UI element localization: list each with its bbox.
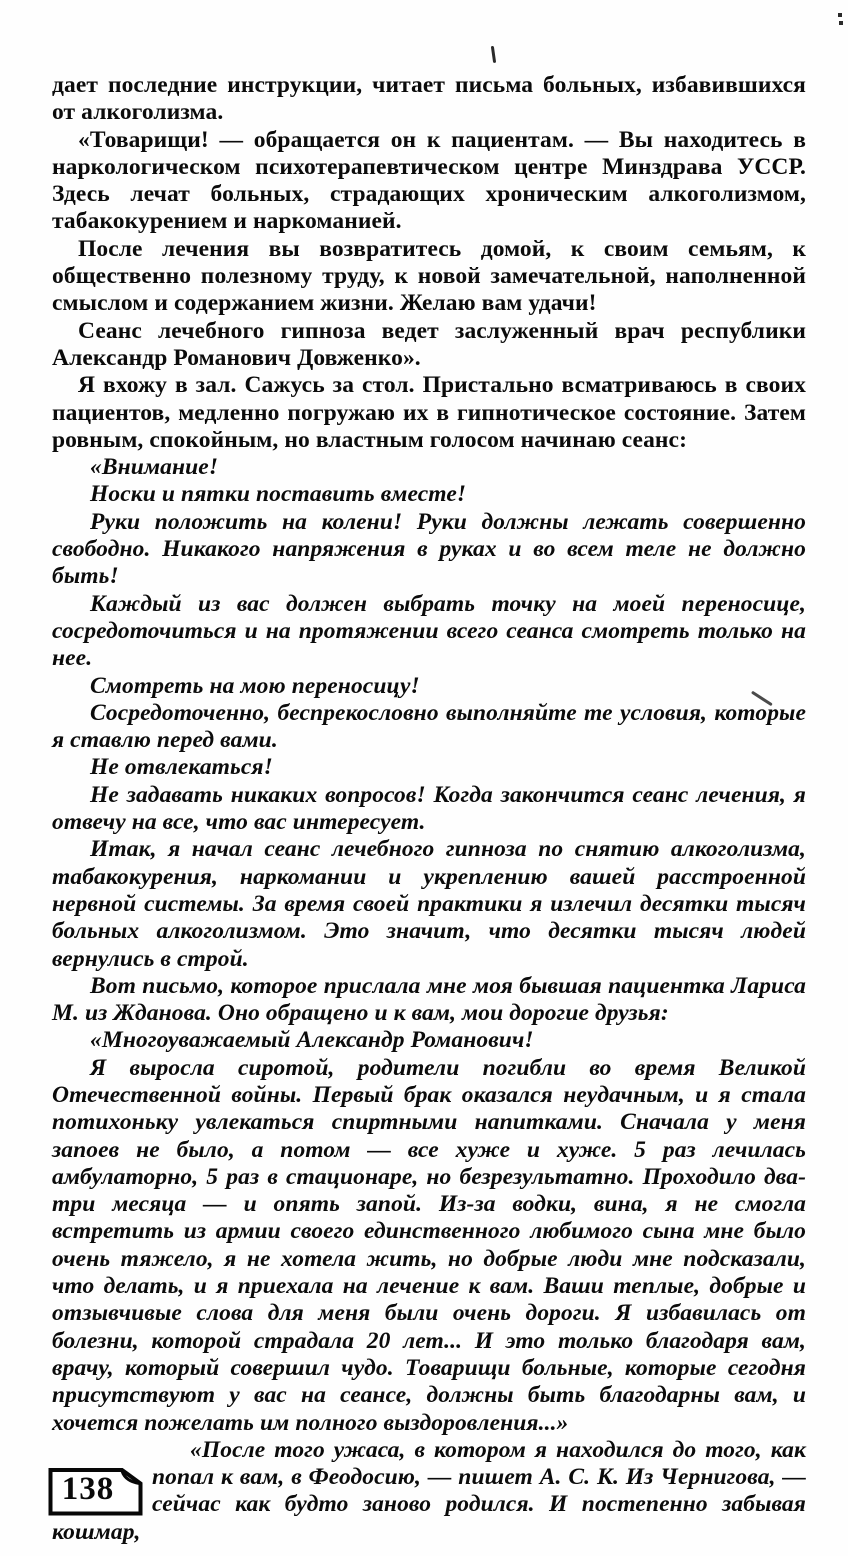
page-number-badge (48, 1467, 152, 1517)
scan-artifact-dot (838, 13, 842, 17)
paragraph: «После того ужаса, в котором я находился до того, как попал к вам, в Феодосию, — пишет А. С. К. Из Чернигова, — сейчас как будто заново родился. И постепенно забывая кошмар, (52, 1436, 806, 1545)
paragraph: Не отвлекаться! (90, 754, 273, 781)
text-block (52, 72, 806, 1546)
paragraph: Я выросла сиротой, родители погибли во время Великой Отечественной войны. Первый брак оказался неудачным, и я стала потихоньку увлекаться спиртными напитками. Сначала у меня запоев не было, а потом — все хуже и хуже. 5 раз лечилась амбулаторно, 5 раз в стационаре, но безрезультатно. Проходило два-три месяца — и опять запой. Из-за водки, вина, я не смогла встретить из армии своего единственного любимого сына мне было очень тяжело, я не хотела жить, но добрые люди мне подсказали, что делать, и я приехала на лечение к вам. Ваши теплые, добрые и отзывчивые слова для меня были очень дороги. Я избавилась от болезни, которой страдала 20 лет... И это только благодаря вам, врачу, который совершил чудо. Товарищи больные, которые сегодня присутствуют у вас на сеансе, должны быть благодарны вам, и хочется пожелать им полного выздоровления...» (52, 1054, 806, 1436)
paragraph: Сеанс лечебного гипноза ведет заслуженный врач республики Александр Романович Довженко». (52, 317, 806, 371)
paragraph: Смотреть на мою переносицу! (90, 672, 420, 699)
paragraph: «Многоуважаемый Александр Романович! (90, 1027, 534, 1054)
paragraph: Сосредоточенно, беспрекословно выполняйте те условия, которые я ставлю перед вами. (52, 699, 806, 754)
paragraph: Руки положить на колени! Руки должны лежать совершенно свободно. Никакого напряжения в руках и во всем теле не должно быть! (52, 508, 806, 590)
paragraph: «Внимание! (90, 454, 219, 481)
paragraph: «Товарищи! — обращается он к пациентам. — Вы находитесь в наркологическом психотерапевтическом центре Минздрава УССР. Здесь лечат больных, страдающих хроническим алкоголизмом, табакокурением и наркоманией. (52, 126, 806, 235)
scan-artifact-slash (491, 46, 496, 63)
paragraph: Не задавать никаких вопросов! Когда закончится сеанс лечения, я отвечу на все, что вас интересует. (52, 781, 806, 836)
paragraph: Вот письмо, которое прислала мне моя бывшая пациентка Лариса М. из Жданова. Оно обращено и к вам, мои дорогие друзья: (52, 972, 806, 1027)
paragraph: После лечения вы возвратитесь домой, к своим семьям, к общественно полезному труду, к новой замечательной, наполненной смыслом и содержанием жизни. Желаю вам удачи! (52, 235, 806, 317)
paragraph: Каждый из вас должен выбрать точку на моей переносице, сосредоточиться и на протяжении всего сеанса смотреть только на нее. (52, 590, 806, 672)
scan-artifact-dot (839, 21, 843, 25)
paragraph: Итак, я начал сеанс лечебного гипноза по снятию алкоголизма, табакокурения, наркомании и укреплению вашей расстроенной нервной системы. За время своей практики я излечил десятки тысяч больных алкоголизмом. Это значит, что десятки тысяч людей вернулись в строй. (52, 836, 806, 972)
paragraph: Я вхожу в зал. Сажусь за стол. Пристально всматриваюсь в своих пациентов, медленно погружаю их в гипнотическое состояние. Затем ровным, спокойным, но властным голосом начинаю сеанс: (52, 372, 806, 453)
page-number: 138 (61, 1470, 115, 1507)
paragraph: дает последние инструкции, читает письма больных, избавившихся от алкоголизма. (52, 72, 806, 126)
paragraph: Носки и пятки поставить вместе! (90, 481, 467, 508)
